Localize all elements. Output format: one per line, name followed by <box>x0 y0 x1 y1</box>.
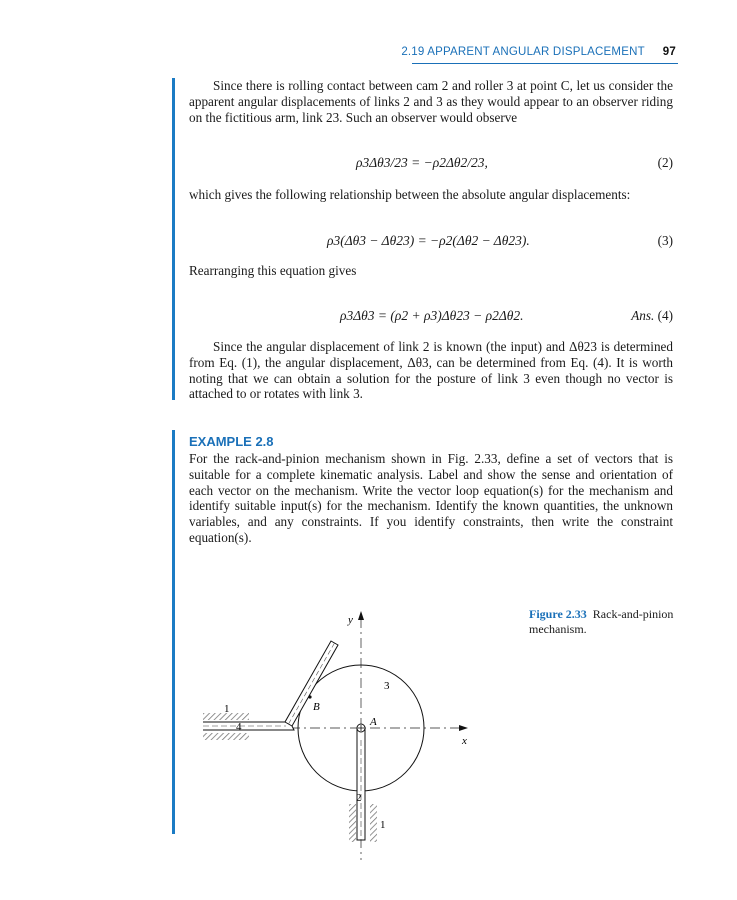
equation-3-number: (3) <box>657 233 673 248</box>
equation-3: ρ3(Δθ3 − Δθ23) = −ρ2(Δθ2 − Δθ23). <box>327 233 530 248</box>
label-link-1-bottom: 1 <box>380 819 386 831</box>
label-link-2: 2 <box>356 792 362 804</box>
rack-link <box>285 641 338 726</box>
label-link-3: 3 <box>384 680 390 692</box>
contact-point-b <box>308 695 311 698</box>
equation-4: ρ3Δθ3 = (ρ2 + ρ3)Δθ23 − ρ2Δθ2. <box>340 308 524 323</box>
ground-hatch-left-bottom <box>203 733 249 740</box>
figure-caption-text: Rack-and-pinion mechanism. <box>529 607 674 636</box>
ground-hatch-bottom-left <box>349 804 356 842</box>
equation-2-number: (2) <box>657 155 673 170</box>
page-number: 97 <box>662 46 676 58</box>
equation-4-index: (4) <box>657 308 673 323</box>
y-axis-label: y <box>348 614 353 626</box>
label-link-1-left: 1 <box>224 703 230 715</box>
label-link-4: 4 <box>236 721 242 733</box>
paragraph-conclusion: Since the angular displacement of link 2 is known (the input) and Δθ23 is determined from Eq. (1), the angular displacement, Δθ3, can be determined from Eq. (4). It is worth noting that we can obtain a solution for the posture of link 3 even though no vector is attached to or rotates with link 3. <box>189 339 673 402</box>
ground-hatch-bottom-right <box>370 804 377 842</box>
answer-label: Ans. <box>631 308 655 323</box>
section-title: 2.19 APPARENT ANGULAR DISPLACEMENT <box>401 46 645 58</box>
paragraph-after-eq2: which gives the following relationship between the absolute angular displacements: <box>189 187 631 202</box>
figure-caption <box>529 607 689 637</box>
label-point-a: A <box>370 716 377 728</box>
paragraph-after-eq3: Rearranging this equation gives <box>189 263 357 278</box>
y-axis-arrow <box>358 611 364 620</box>
x-axis-label: x <box>462 735 467 747</box>
paragraph-intro: Since there is rolling contact between cam 2 and roller 3 at point C, let us consider the apparent angular displacements of links 2 and 3 as they would appear to an observer riding on the fictitious arm, link 23. Such an observer would observe <box>189 78 673 125</box>
example-title: EXAMPLE 2.8 <box>189 434 274 449</box>
figure-caption-label: Figure 2.33 <box>529 607 587 621</box>
x-axis-arrow <box>459 725 468 731</box>
equation-2: ρ3Δθ3/23 = −ρ2Δθ2/23, <box>356 155 488 170</box>
label-point-b: B <box>313 701 320 713</box>
example-text: For the rack-and-pinion mechanism shown in Fig. 2.33, define a set of vectors that is suitable for a complete kinematic analysis. Label and show the sense and orientation of each vector on the mechanism. Write the vector loop equation(s) for the mechanism and identify suitable input(s) for the mechanism. Identify the known quantities, the unknown variables, and any constraints. If you identify constraints, then write the constraint equation(s). <box>189 451 673 545</box>
